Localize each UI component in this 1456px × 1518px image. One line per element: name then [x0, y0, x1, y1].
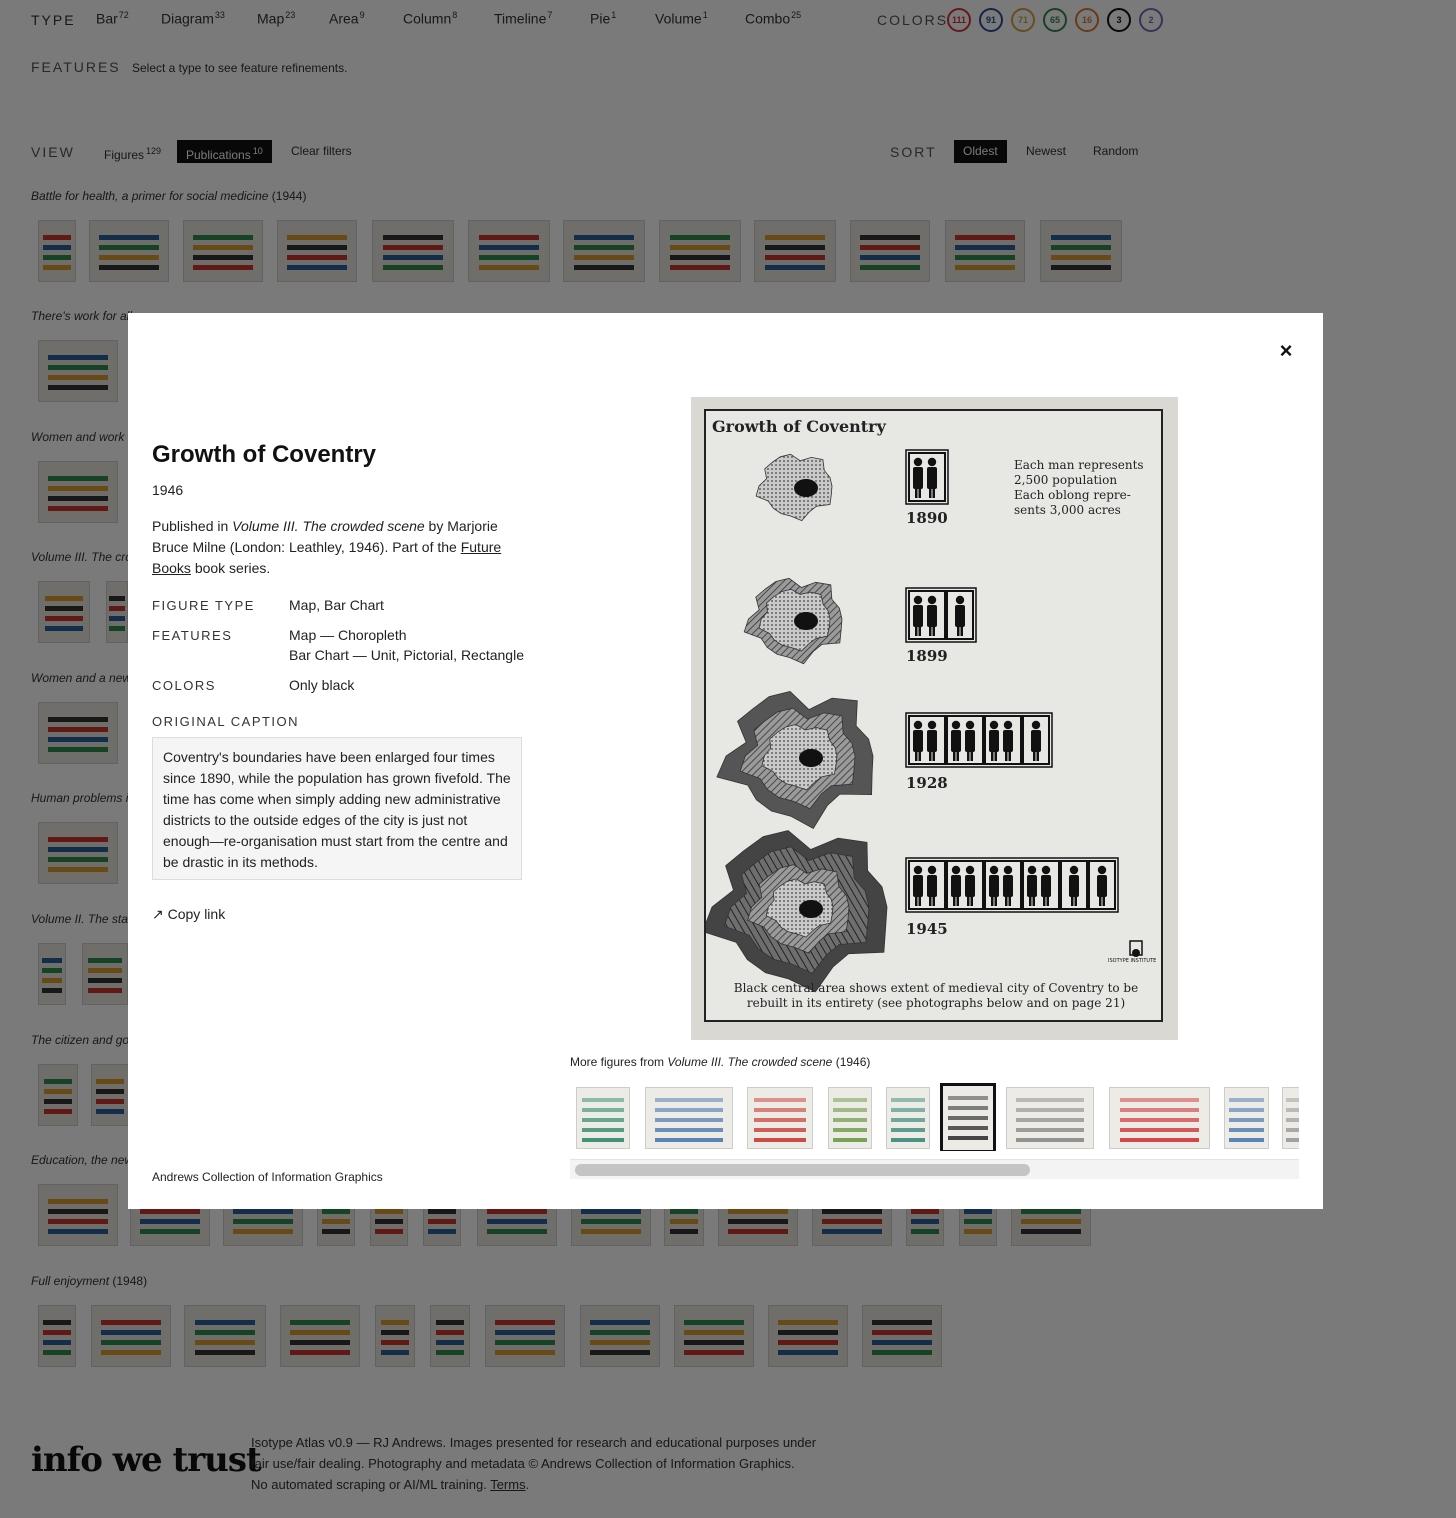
population-man-icon-head — [928, 596, 936, 604]
population-man-icon-leg — [915, 894, 918, 906]
population-man-icon-head — [966, 866, 974, 874]
population-man-icon-body — [951, 875, 961, 897]
medieval-city-area — [799, 900, 823, 918]
population-man-icon-leg — [967, 894, 970, 906]
population-man-icon-leg — [933, 486, 936, 498]
year-label: 1945 — [906, 920, 948, 938]
population-man-icon-head — [928, 866, 936, 874]
figure-legend: Each man represents 2,500 population Each oblong repre- sents 3,000 acres — [1014, 458, 1144, 517]
figure-thumbnail[interactable] — [645, 1087, 733, 1149]
population-man-icon-leg — [991, 894, 994, 906]
population-man-icon-leg — [971, 894, 974, 906]
population-man-icon-head — [1004, 866, 1012, 874]
population-man-icon-body — [1003, 730, 1013, 752]
population-man-icon-leg — [1009, 749, 1012, 761]
scrollbar-thumb[interactable] — [575, 1164, 1030, 1176]
population-man-icon-head — [914, 721, 922, 729]
population-man-icon-leg — [933, 749, 936, 761]
population-man-icon-leg — [1005, 749, 1008, 761]
population-man-icon-leg — [1103, 894, 1106, 906]
population-man-icon-leg — [919, 624, 922, 636]
population-man-icon-head — [1042, 866, 1050, 874]
population-man-icon-leg — [1033, 749, 1036, 761]
population-man-icon-head — [928, 721, 936, 729]
original-caption: Coventry's boundaries have been enlarged four times since 1890, while the population has grown fivefold. The time has come when simply adding new administrative districts to the outside edges of the city is just not enough—re-organisation must start from the centre and be drastic in its methods. — [152, 737, 522, 880]
population-man-icon-leg — [953, 894, 956, 906]
population-man-icon-leg — [1099, 894, 1102, 906]
population-man-icon-body — [1031, 730, 1041, 752]
population-man-icon-head — [1028, 866, 1036, 874]
population-man-icon-body — [927, 730, 937, 752]
population-man-icon-body — [927, 605, 937, 627]
population-man-icon-leg — [933, 624, 936, 636]
population-man-icon-leg — [929, 624, 932, 636]
population-man-icon-head — [990, 721, 998, 729]
original-caption-label: ORIGINAL CAPTION — [152, 714, 300, 729]
horizontal-scrollbar[interactable] — [570, 1159, 1299, 1179]
population-man-icon-body — [1041, 875, 1051, 897]
population-man-icon-leg — [995, 894, 998, 906]
population-man-icon-body — [913, 730, 923, 752]
population-man-icon-head — [1004, 721, 1012, 729]
more-figures-strip[interactable] — [570, 1081, 1299, 1151]
figure-type-value: Map, Bar Chart — [289, 597, 384, 613]
population-man-icon-body — [989, 730, 999, 752]
population-man-icon-head — [956, 596, 964, 604]
population-man-icon-leg — [961, 624, 964, 636]
publication-info: Published in Volume III. The crowded scene by Marjorie Bruce Milne (London: Leathley, 1946). Part of the Future Books book series. — [152, 518, 502, 576]
colors-value: Only black — [289, 677, 355, 693]
population-man-icon-head — [1070, 866, 1078, 874]
population-man-icon-leg — [933, 894, 936, 906]
figure-type-label: FIGURE TYPE — [152, 598, 255, 613]
population-man-icon-body — [965, 875, 975, 897]
population-man-icon-leg — [1033, 894, 1036, 906]
population-man-icon-leg — [1009, 894, 1012, 906]
figure-thumbnail[interactable] — [1282, 1087, 1299, 1149]
colors-meta-label: COLORS — [152, 678, 216, 693]
features-meta-label: FEATURES — [152, 628, 233, 643]
figure-year: 1946 — [152, 482, 184, 498]
population-man-icon-leg — [1005, 894, 1008, 906]
population-man-icon-body — [1069, 875, 1079, 897]
collection-credit: Andrews Collection of Information Graphics — [152, 1170, 383, 1184]
population-man-icon-leg — [1071, 894, 1074, 906]
population-man-icon-body — [989, 875, 999, 897]
figure-detail-modal — [128, 313, 1323, 1209]
population-man-icon-leg — [957, 624, 960, 636]
figure-image — [691, 397, 1178, 1040]
population-man-icon-body — [1003, 875, 1013, 897]
isotype-institute-logo — [1132, 949, 1140, 957]
population-man-icon-leg — [1075, 894, 1078, 906]
population-man-icon-head — [928, 458, 936, 466]
population-man-icon-head — [914, 596, 922, 604]
year-label: 1899 — [906, 647, 948, 665]
figure-thumbnail[interactable] — [828, 1087, 872, 1149]
medieval-city-area — [794, 612, 818, 630]
figure-thumbnail[interactable] — [1109, 1087, 1210, 1149]
population-man-icon-body — [1097, 875, 1107, 897]
population-man-icon-leg — [957, 749, 960, 761]
figure-thumbnail-selected[interactable] — [940, 1083, 996, 1151]
population-man-icon-body — [951, 730, 961, 752]
figure-title: Growth of Coventry — [152, 441, 377, 468]
series-link[interactable]: Future Books — [152, 539, 502, 576]
population-man-icon-body — [927, 467, 937, 489]
figure-footnote: Black central area shows extent of medieval city of Coventry to be rebuilt in its entirety (see photographs below and on page 21) — [733, 981, 1139, 1010]
publication-title: Volume III. The crowded scene — [232, 518, 425, 534]
figure-frame — [704, 409, 1163, 1022]
population-man-icon-body — [913, 605, 923, 627]
figure-thumbnail[interactable] — [1224, 1087, 1269, 1149]
population-man-icon-leg — [971, 749, 974, 761]
population-man-icon-leg — [929, 749, 932, 761]
features-value: Map — Choropleth Bar Chart — Unit, Pictorial, Rectangle — [289, 627, 524, 663]
population-man-icon-head — [914, 866, 922, 874]
copy-link-button[interactable]: ↗ Copy link — [152, 906, 226, 922]
population-man-icon-head — [1032, 721, 1040, 729]
population-man-icon-leg — [957, 894, 960, 906]
medieval-city-area — [799, 749, 823, 767]
figure-image-title: Growth of Coventry — [712, 417, 886, 436]
isotype-institute-text: ISOTYPE INSTITUTE — [1108, 958, 1157, 964]
population-man-icon-leg — [967, 749, 970, 761]
population-man-icon-body — [1027, 875, 1037, 897]
figure-thumbnail[interactable] — [886, 1087, 930, 1149]
population-man-icon-head — [966, 721, 974, 729]
figure-thumbnail[interactable] — [1006, 1087, 1094, 1149]
population-man-icon-head — [1098, 866, 1106, 874]
population-man-icon-body — [955, 605, 965, 627]
population-man-icon-body — [927, 875, 937, 897]
year-label: 1928 — [906, 774, 948, 792]
population-man-icon-leg — [1047, 894, 1050, 906]
close-icon[interactable]: × — [1279, 338, 1293, 363]
population-man-icon-leg — [919, 894, 922, 906]
population-man-icon-leg — [953, 749, 956, 761]
population-man-icon-leg — [929, 486, 932, 498]
population-man-icon-body — [913, 875, 923, 897]
population-man-icon-leg — [919, 486, 922, 498]
figure-thumbnail[interactable] — [747, 1087, 813, 1149]
more-figures-heading: More figures from Volume III. The crowded scene (1946) — [570, 1055, 871, 1069]
population-man-icon-head — [914, 458, 922, 466]
population-man-icon-head — [952, 866, 960, 874]
population-man-icon-body — [913, 467, 923, 489]
medieval-city-area — [794, 479, 818, 497]
population-man-icon-leg — [915, 749, 918, 761]
population-man-icon-leg — [1029, 894, 1032, 906]
figure-thumbnail[interactable] — [576, 1087, 630, 1149]
arrow-up-right-icon: ↗ — [152, 906, 164, 922]
year-label: 1890 — [906, 509, 948, 527]
population-man-icon-head — [952, 721, 960, 729]
population-man-icon-leg — [995, 749, 998, 761]
population-man-icon-body — [965, 730, 975, 752]
population-man-icon-leg — [915, 624, 918, 636]
population-man-icon-leg — [1043, 894, 1046, 906]
population-man-icon-leg — [1037, 749, 1040, 761]
population-man-icon-leg — [919, 749, 922, 761]
population-man-icon-leg — [991, 749, 994, 761]
population-man-icon-head — [990, 866, 998, 874]
population-man-icon-leg — [929, 894, 932, 906]
population-man-icon-leg — [915, 486, 918, 498]
